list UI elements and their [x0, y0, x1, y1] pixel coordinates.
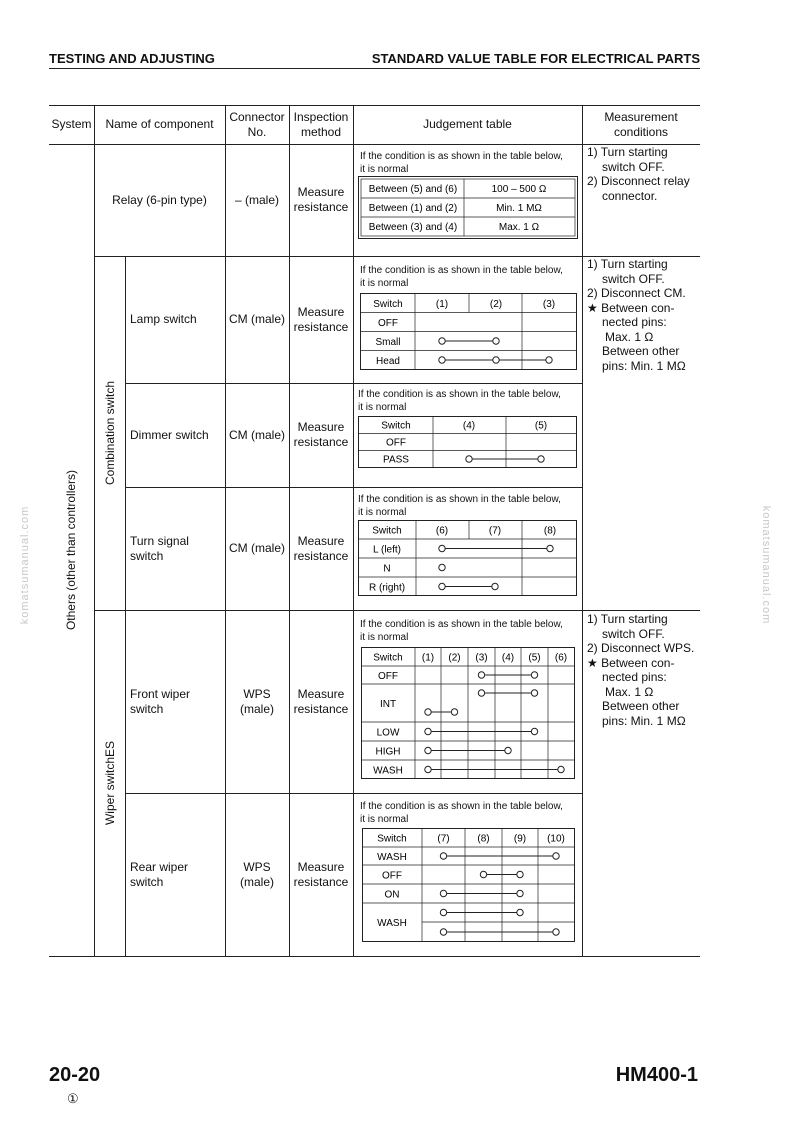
- rear-wiper-header-10: (10): [547, 833, 565, 845]
- conditions-wiper: [587, 612, 694, 728]
- method-lamp: [289, 256, 353, 383]
- table-bottom-rule: [49, 956, 700, 957]
- note-line1: If the condition is as shown in the table below,: [360, 619, 563, 630]
- method-line1: Measure: [297, 420, 345, 434]
- front-wiper-row-off: OFF: [378, 671, 398, 682]
- turn-header-6: (6): [435, 525, 449, 537]
- turn-name-line1: Turn signal: [130, 533, 189, 548]
- col-header-measurement-line2: conditions: [613, 124, 669, 139]
- method-dimmer: [289, 383, 353, 487]
- header-right-title: STANDARD VALUE TABLE FOR ELECTRICAL PARTS: [371, 51, 700, 66]
- rear-wiper-connector-line2: (male): [239, 874, 274, 889]
- component-name-rear-wiper: [130, 793, 225, 956]
- connector-dimmer: CM (male): [229, 427, 285, 442]
- method-line2: resistance: [293, 874, 349, 889]
- rear-wiper-name-line2: switch: [130, 874, 164, 889]
- col-divider-group: [125, 256, 126, 956]
- group-label-wiper: Wiper switchES: [103, 740, 117, 826]
- front-wiper-connector-line2: (male): [239, 701, 274, 716]
- rear-wiper-header-switch: Switch: [377, 833, 407, 845]
- relay-label-0: Between (5) and (6): [368, 184, 458, 195]
- note-line2: it is normal: [360, 632, 409, 643]
- cond-relay-line3: 2) Disconnect relay: [587, 174, 690, 188]
- cond-wiper-line5: nected pins:: [602, 670, 667, 684]
- method-line2: resistance: [293, 319, 349, 334]
- note-line2: it is normal: [360, 164, 409, 175]
- header-left-title: TESTING AND ADJUSTING: [49, 51, 215, 66]
- turn-row-left: L (left): [373, 544, 401, 556]
- lamp-header-switch: Switch: [373, 299, 403, 310]
- cond-wiper-line8: pins: Min. 1 MΩ: [602, 713, 686, 728]
- method-line1: Measure: [297, 686, 345, 701]
- front-wiper-name-line2: switch: [130, 701, 164, 716]
- dimmer-row-pass: PASS: [383, 454, 409, 466]
- system-label: Others (other than controllers): [64, 469, 78, 631]
- watermark-right: komatsumanual.com: [760, 505, 772, 625]
- method-turn: [289, 487, 353, 610]
- conditions-combination: [587, 257, 686, 373]
- cond-wiper-line1: 1) Turn starting: [587, 612, 668, 626]
- connector-lamp: CM (male): [229, 312, 285, 326]
- col-divider-judgement: [582, 105, 583, 956]
- cond-comb-line8: pins: Min. 1 MΩ: [602, 358, 686, 373]
- cond-comb-line5: nected pins:: [602, 315, 667, 329]
- group-label-combination: Combination switch: [103, 380, 117, 486]
- connector-front-wiper: [225, 610, 289, 793]
- dimmer-header-5: (5): [534, 420, 548, 432]
- judgement-note-front-wiper: [360, 618, 563, 644]
- rear-wiper-header-7: (7): [437, 833, 450, 845]
- dimmer-header-switch: Switch: [381, 420, 411, 432]
- note-line1: If the condition is as shown in the table below,: [360, 801, 563, 812]
- method-line1: Measure: [297, 859, 345, 874]
- front-wiper-name-line1: Front wiper: [130, 686, 191, 701]
- rear-wiper-header-8: (8): [477, 833, 490, 845]
- cond-wiper-line7: Between other: [602, 699, 680, 713]
- front-wiper-header-3: (3): [475, 652, 488, 664]
- judgement-table-relay: [358, 176, 580, 240]
- judgement-table-lamp: [360, 293, 578, 371]
- method-line2: resistance: [293, 435, 349, 449]
- component-name-dimmer: Dimmer switch: [130, 427, 209, 442]
- header-rule: [49, 68, 700, 69]
- front-wiper-row-low: LOW: [376, 727, 400, 739]
- front-wiper-header-switch: Switch: [373, 652, 403, 664]
- front-wiper-header-2: (2): [448, 652, 461, 664]
- cond-comb-line7: Between other: [602, 344, 680, 358]
- col-divider-inspection: [353, 105, 354, 956]
- turn-row-n: N: [383, 563, 391, 575]
- front-wiper-header-1: (1): [421, 652, 435, 664]
- front-wiper-header-5: (5): [528, 652, 541, 664]
- relay-label-1: Between (1) and (2): [368, 203, 458, 214]
- turn-name-line2: switch: [130, 548, 164, 563]
- col-header-inspection-line1: Inspection: [293, 109, 349, 124]
- note-line2: it is normal: [358, 507, 407, 518]
- judgement-note-dimmer: [358, 388, 561, 414]
- cond-wiper-line2: switch OFF.: [602, 626, 665, 641]
- cond-comb-line4: ★ Between con-: [587, 300, 675, 315]
- cond-wiper-line4: ★ Between con-: [587, 655, 675, 670]
- judgement-note-lamp: [360, 264, 563, 290]
- rear-wiper-row-wash-2: WASH: [377, 918, 407, 929]
- dimmer-row-off: OFF: [386, 437, 406, 449]
- col-header-system: System: [51, 117, 92, 131]
- cond-comb-line6: Max. 1 Ω: [605, 329, 654, 344]
- conditions-relay: [587, 145, 690, 203]
- revision-mark: ①: [67, 1091, 79, 1106]
- connector-rear-wiper: [225, 793, 289, 956]
- method-line2: resistance: [293, 701, 349, 716]
- method-rear-wiper: [289, 793, 353, 956]
- judgement-table-front-wiper: [361, 647, 576, 780]
- relay-value-1: Min. 1 MΩ: [496, 203, 542, 214]
- note-line1: If the condition is as shown in the table below,: [358, 494, 561, 505]
- method-line1: Measure: [297, 533, 345, 548]
- rear-wiper-name-line1: Rear wiper: [130, 859, 189, 874]
- method-line1: Measure: [297, 304, 345, 319]
- lamp-row-off: OFF: [378, 318, 398, 329]
- rear-wiper-connector-line1: WPS: [243, 859, 271, 874]
- relay-label-2: Between (3) and (4): [368, 222, 458, 233]
- lamp-row-head: Head: [376, 356, 400, 367]
- component-name-relay: Relay (6-pin type): [112, 192, 207, 207]
- page-number: 20-20: [49, 1064, 101, 1086]
- judgement-table-dimmer: [358, 416, 578, 469]
- judgement-note-relay: [360, 150, 563, 176]
- turn-header-switch: Switch: [372, 525, 402, 537]
- turn-header-8: (8): [543, 525, 557, 537]
- component-name-turn: [130, 487, 225, 610]
- method-line2: resistance: [293, 548, 349, 563]
- col-header-judgement: Judgement table: [423, 117, 512, 131]
- note-line2: it is normal: [360, 278, 409, 289]
- judgement-table-turn: [358, 520, 578, 597]
- front-wiper-header-4: (4): [501, 652, 515, 664]
- component-name-front-wiper: [130, 610, 225, 793]
- method-front-wiper: [289, 610, 353, 793]
- rear-wiper-row-on: ON: [384, 889, 400, 901]
- col-header-inspection: [289, 105, 353, 144]
- watermark-left: komatsumanual.com: [19, 505, 31, 625]
- turn-row-right: R (right): [368, 582, 406, 594]
- cond-relay-line4: connector.: [602, 188, 658, 203]
- front-wiper-header-6: (6): [554, 652, 568, 664]
- front-wiper-row-high: HIGH: [375, 746, 401, 758]
- front-wiper-connector-line1: WPS: [243, 686, 271, 701]
- rear-wiper-header-9: (9): [513, 833, 527, 845]
- cond-wiper-line6: Max. 1 Ω: [605, 684, 654, 699]
- model-number: HM400-1: [615, 1064, 698, 1086]
- judgement-note-turn: [358, 493, 561, 519]
- method-line1: Measure: [297, 185, 345, 199]
- relay-value-0: 100 – 500 Ω: [491, 184, 547, 195]
- rear-wiper-row-wash-1: WASH: [377, 852, 407, 863]
- col-header-connector: [225, 105, 289, 144]
- cond-comb-line2: switch OFF.: [602, 271, 665, 286]
- judgement-table-rear-wiper: [362, 828, 576, 943]
- front-wiper-row-wash: WASH: [373, 765, 403, 777]
- col-header-inspection-line2: method: [300, 124, 341, 139]
- lamp-header-2: (2): [489, 299, 503, 310]
- connector-turn: CM (male): [229, 541, 285, 555]
- dimmer-header-4: (4): [462, 420, 476, 432]
- judgement-note-rear-wiper: [360, 800, 563, 826]
- col-header-measurement-line1: Measurement: [604, 109, 678, 124]
- note-line1: If the condition is as shown in the table below,: [360, 151, 563, 162]
- front-wiper-row-int: INT: [379, 699, 397, 710]
- cond-comb-line1: 1) Turn starting: [587, 257, 668, 271]
- method-relay: [289, 144, 353, 256]
- method-line2: resistance: [293, 200, 349, 214]
- rear-wiper-row-off: OFF: [382, 870, 402, 882]
- component-name-lamp: Lamp switch: [130, 312, 197, 326]
- cond-wiper-line3: 2) Disconnect WPS.: [587, 641, 695, 655]
- col-header-connector-line2: No.: [247, 124, 267, 139]
- connector-relay: – (male): [234, 192, 279, 207]
- col-header-component: Name of component: [105, 117, 214, 131]
- note-line2: it is normal: [360, 814, 409, 825]
- note-line1: If the condition is as shown in the table below,: [360, 265, 563, 276]
- cond-relay-line2: switch OFF.: [602, 159, 665, 174]
- lamp-header-3: (3): [542, 299, 556, 310]
- turn-header-7: (7): [488, 525, 502, 537]
- col-header-measurement: [582, 105, 700, 144]
- relay-value-2: Max. 1 Ω: [498, 222, 540, 233]
- note-line2: it is normal: [358, 402, 407, 413]
- col-header-connector-line1: Connector: [229, 109, 285, 124]
- cond-comb-line3: 2) Disconnect CM.: [587, 286, 686, 300]
- lamp-row-small: Small: [375, 337, 401, 348]
- note-line1: If the condition is as shown in the table below,: [358, 389, 561, 400]
- lamp-header-1: (1): [435, 299, 449, 310]
- cond-relay-line1: 1) Turn starting: [587, 145, 668, 159]
